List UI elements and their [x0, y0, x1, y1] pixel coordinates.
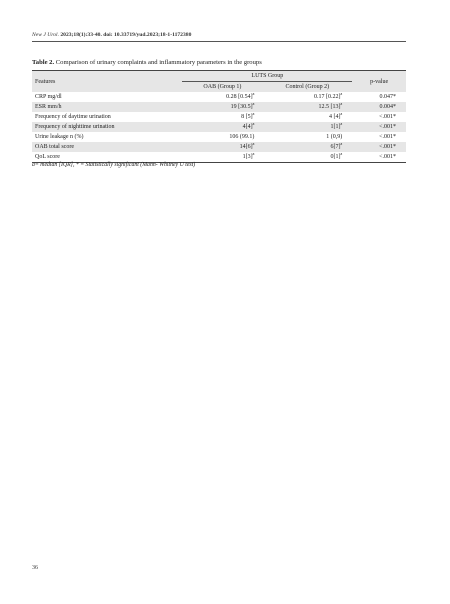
- cell-feature: [32, 122, 182, 132]
- cell-p-value: [352, 122, 406, 132]
- cell-p-value: [352, 142, 406, 152]
- cell-feature: [32, 142, 182, 152]
- cell-control-value: 4 [4]: [328, 114, 341, 120]
- cell-oab-superscript: a: [252, 121, 255, 126]
- cell-p-value-value: 0.004*: [379, 104, 396, 110]
- cell-feature-value: Frequency of nighttime urination: [35, 124, 115, 130]
- cell-control: [262, 152, 352, 163]
- cell-control-value: 0[1]: [330, 154, 341, 160]
- running-header: [32, 32, 191, 38]
- cell-feature: [32, 92, 182, 102]
- cell-feature: [32, 132, 182, 142]
- header-divider: [32, 41, 406, 42]
- page-number: 36: [32, 565, 38, 571]
- col-p-value: p-value: [370, 78, 389, 85]
- cell-control-value: 1 (0,9): [326, 134, 343, 140]
- cell-p-value-value: <.001*: [379, 144, 396, 150]
- cell-control-value: 1[1]: [330, 124, 341, 130]
- cell-control: [262, 112, 352, 122]
- cell-control: [262, 142, 352, 152]
- cell-feature-value: ESR mm/h: [35, 104, 62, 110]
- cell-p-value-value: <.001*: [379, 154, 396, 160]
- cell-feature-value: Frequency of daytime urination: [35, 114, 111, 120]
- table-row: [32, 152, 406, 163]
- cell-oab: [182, 92, 262, 102]
- cell-control-value: 0.17 [0.22]: [313, 94, 341, 100]
- cell-p-value-value: <.001*: [379, 114, 396, 120]
- cell-oab: [182, 122, 262, 132]
- cell-feature: [32, 152, 182, 163]
- table-row: [32, 132, 406, 142]
- cell-control-superscript: a: [340, 151, 343, 156]
- cell-control: [262, 102, 352, 112]
- cell-oab-superscript: a: [252, 101, 255, 106]
- col-control: Control (Group 2): [285, 84, 330, 90]
- cell-p-value: [352, 152, 406, 163]
- cell-control-superscript: a: [340, 141, 343, 146]
- table-footnote: a= median [IQR], * = Statistically significant (Mann- Whitney U test): [32, 162, 196, 168]
- cell-oab-value: 19 [30.5]: [230, 104, 253, 110]
- cell-p-value: [352, 92, 406, 102]
- table-row: [32, 142, 406, 152]
- table-header: [32, 71, 406, 93]
- cell-oab: [182, 132, 262, 142]
- cell-control-superscript: a: [340, 121, 343, 126]
- comparison-table: [32, 70, 406, 163]
- cell-oab-value: 8 [5]: [241, 114, 253, 120]
- cell-control-value: 6[7]: [330, 144, 341, 150]
- cell-oab-superscript: a: [252, 111, 255, 116]
- cell-p-value-value: <.001*: [379, 124, 396, 130]
- cell-p-value-value: 0.047*: [379, 94, 396, 100]
- cell-feature-value: Urine leakage n (%): [35, 134, 84, 140]
- cell-control-superscript: a: [340, 111, 343, 116]
- cell-feature: [32, 112, 182, 122]
- cell-oab: [182, 112, 262, 122]
- table-caption: [32, 59, 262, 66]
- journal-name: New J Urol.: [32, 32, 59, 38]
- cell-oab-superscript: a: [252, 141, 255, 146]
- cell-oab-value: 4[4]: [242, 124, 253, 130]
- cell-control: [262, 122, 352, 132]
- caption-text: Comparison of urinary complaints and inflammatory parameters in the groups: [54, 59, 262, 66]
- cell-control: [262, 92, 352, 102]
- table-row: [32, 92, 406, 102]
- cell-p-value: [352, 132, 406, 142]
- cell-feature-value: CRP mg/dl: [35, 94, 62, 100]
- cell-oab: [182, 102, 262, 112]
- table-row: [32, 112, 406, 122]
- cell-control: [262, 132, 352, 142]
- table-body: [32, 92, 406, 163]
- table-row: [32, 102, 406, 112]
- luts-group-header: LUTS Group: [182, 71, 352, 82]
- cell-feature-value: OAB total score: [35, 144, 74, 150]
- caption-label: Table 2.: [32, 59, 55, 66]
- citation: 2023;18(1):33-40. doi: 10.33719/yud.2023;18-1-1172380: [58, 32, 192, 38]
- cell-oab-superscript: a: [252, 91, 255, 96]
- cell-oab: [182, 152, 262, 163]
- cell-oab-value: 14[6]: [239, 144, 253, 150]
- cell-control-value: 12.5 [13]: [318, 104, 341, 110]
- table-row: [32, 122, 406, 132]
- cell-p-value-value: <.001*: [379, 134, 396, 140]
- cell-oab-value: 0.28 [0.54]: [226, 94, 253, 100]
- col-oab: OAB (Group 1): [203, 84, 242, 90]
- cell-oab-superscript: a: [252, 151, 255, 156]
- cell-p-value: [352, 112, 406, 122]
- cell-oab: [182, 142, 262, 152]
- cell-feature: [32, 102, 182, 112]
- cell-oab-value: 106 (99.1): [229, 134, 255, 140]
- cell-feature-value: QoL score: [35, 154, 60, 160]
- cell-p-value: [352, 102, 406, 112]
- col-features: Features: [35, 78, 56, 85]
- cell-control-superscript: a: [340, 91, 343, 96]
- cell-control-superscript: a: [340, 101, 343, 106]
- cell-oab-value: 1[3]: [242, 154, 253, 160]
